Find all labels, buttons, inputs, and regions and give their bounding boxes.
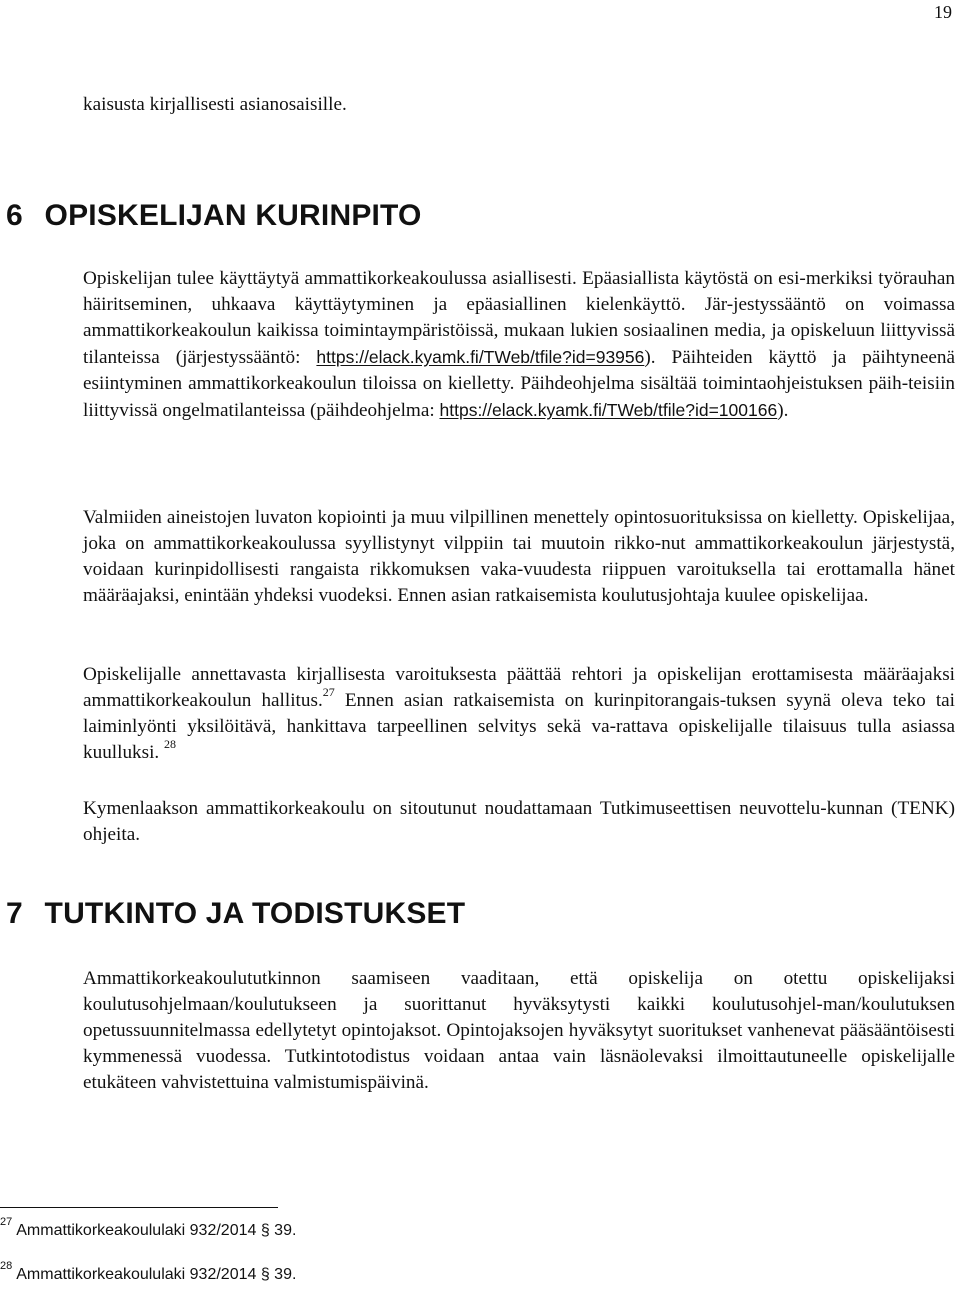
section-6-title: OPISKELIJAN KURINPITO [44, 199, 422, 232]
footnote-ref-28[interactable]: 28 [164, 736, 177, 751]
section-7-title: TUTKINTO JA TODISTUKSET [44, 897, 466, 930]
substance-program-link[interactable]: https://elack.kyamk.fi/TWeb/tfile?id=100166 [439, 400, 778, 420]
footnote-text: Ammattikorkeakoululaki 932/2014 § 39. [16, 1266, 297, 1283]
section-6-number: 6 [6, 199, 23, 232]
paragraph-text: Opiskelijan tulee käyttäytyä ammattikorkeakoulussa asiallisesti. Epäasiallista käytöstä on esi-merkiksi työrauhan häiritseminen, uhkaava käyttäytyminen ja epäasiallinen kielenkäyttö. Jär-jestyssääntö on voimassa ammattikorkeakoulun kaikissa toimintaympäristöissä, mukaan lukien sosiaalinen media, ja opiskeluun liittyvissä tilanteissa (järjestyssääntö: [83, 268, 955, 368]
paragraph-text: ). [777, 400, 789, 421]
footnote-ref-27[interactable]: 27 [322, 684, 335, 699]
section-6-paragraph-3 [83, 662, 955, 766]
footnote-number: 27 [0, 1215, 13, 1228]
page-number: 19 [934, 2, 952, 22]
paragraph-text: Ennen asian ratkaisemista on kurinpitorangais-tuksen syynä oleva teko tai laiminlyönti yksilöitävä, hankittava tarpeellinen selvitys sekä va-rattava opiskelijalle tilaisuus tulla asiassa kuulluksi. [83, 690, 956, 763]
footnote-27 [0, 1215, 297, 1241]
paragraph-text: ). Päihteiden käyttö ja päihtyneenä esiintyminen ammattikorkeakoulun tiloissa on kielletty. Päihdeohjelma sisältää toimintaohjeistuksen päih-teisiin liittyvissä ongelmatilanteissa (päihdeohjelma: [83, 347, 956, 421]
paragraph-text: Opiskelijalle annettavasta kirjallisesta varoituksesta päättää rehtori ja opiskelijan erottamisesta määräajaksi ammattikorkeakoulun hallitus. [83, 664, 955, 711]
intro-line: kaisusta kirjallisesti asianosaisille. [83, 94, 347, 115]
section-7-number: 7 [6, 897, 23, 930]
section-7-paragraph-1: Ammattikorkeakoulututkinnon saamiseen vaaditaan, että opiskelija on otettu opiskelijaksi koulutusohjelmaan/koulutukseen ja suorittanut hyväksytysti kaikki koulutusohjel-man/koulutuksen opetussuunnitelmassa edellytetyt opintojaksot. Opintojaksojen hyväksytyt suoritukset vanhenevat pääsääntöisesti kymmenessä vuodessa. Tutkintotodistus voidaan antaa vain läsnäolevaksi ilmoittautuneelle opiskelijalle etukäteen vahvistettuina valmistumispäivinä. [83, 968, 955, 1093]
footnote-number: 28 [0, 1259, 13, 1272]
section-6-paragraph-2: Valmiiden aineistojen luvaton kopiointi ja muu vilpillinen menettely opintosuorituksissa on kielletty. Opiskelijaa, joka on ammattikorkeakoulussa syyllistynyt vilppiin tai muutoin rikko-nut ammattikorkeakoulun järjestystä, voidaan kurinpidollisesti rangaista rikkomuksen vaka-vuudesta riippuen varoituksella tai erottamalla hänet määräajaksi, enintään yhdeksi vuodeksi. Ennen asian ratkaisemista koulutusjohtaja kuulee opiskelijaa. [83, 507, 955, 606]
footnote-28 [0, 1259, 297, 1285]
regulations-link[interactable]: https://elack.kyamk.fi/TWeb/tfile?id=93956 [316, 347, 645, 367]
footnote-text: Ammattikorkeakoululaki 932/2014 § 39. [16, 1222, 297, 1239]
footnote-divider [0, 1207, 278, 1208]
section-7-heading [6, 896, 465, 932]
section-6-heading [6, 198, 422, 234]
section-6-paragraph-4: Kymenlaakson ammattikorkeakoulu on sitoutunut noudattamaan Tutkimuseettisen neuvottelu-kunnan (TENK) ohjeita. [83, 798, 955, 845]
section-6-paragraph-1 [83, 266, 955, 424]
